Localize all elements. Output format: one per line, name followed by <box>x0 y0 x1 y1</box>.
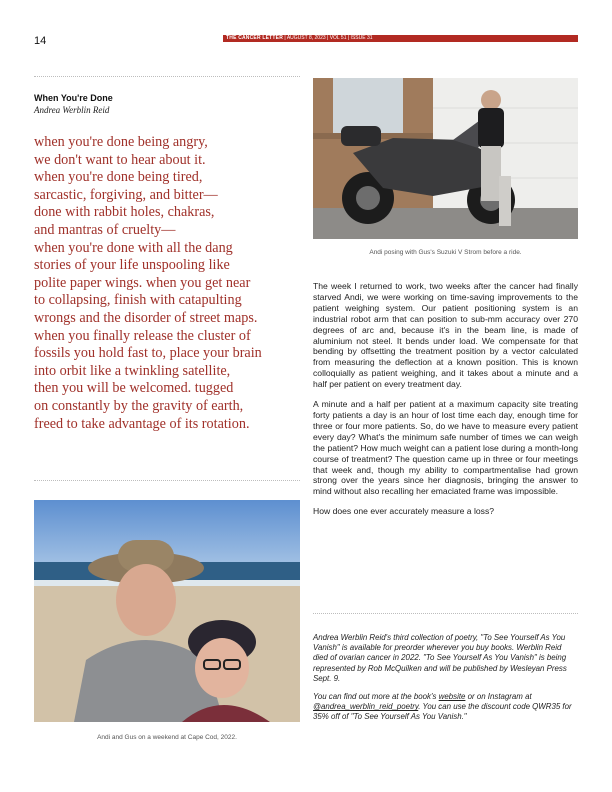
divider <box>34 76 300 77</box>
divider <box>34 480 300 481</box>
article-paragraph: How does one ever accurately measure a loss? <box>313 506 495 517</box>
bio-text: . You can use the discount code QWR35 for 35% off of "To See Yourself As You Vanish." <box>313 702 572 722</box>
poem-line: then you will be welcomed. tugged <box>34 380 234 397</box>
poem-body <box>34 134 304 433</box>
article-paragraph: The week I returned to work, two weeks after the cancer had finally starved Andi, we were working on time-saving improvements to the patient weighing system. Our patient positioning system is an industrial robot arm that can position to sub-mm accuracy over 270 degrees of arc and, because it's in the beam line, is made of aluminium not steel. It bends under load. We compensate for that bending by offsetting the treatment position by a vector calculated from measuring the deflection at a known position. This is known colloquially as patient weighing, and it takes about a minute and a half per patient on every treatment day. <box>313 281 578 390</box>
poem-line: we don't want to hear about it. <box>34 151 206 168</box>
poem-title: When You're Done <box>34 93 113 103</box>
publication-header-bar <box>223 35 578 42</box>
poem-line: freed to take advantage of its rotation. <box>34 415 250 432</box>
poem-line: polite paper wings. when you get near <box>34 274 251 291</box>
poem-line: sarcastic, forgiving, and bitter— <box>34 186 218 203</box>
poem-line: to collapsing, finish with catapulting <box>34 292 242 309</box>
beach-photo <box>34 500 300 722</box>
article-body <box>313 281 578 526</box>
issue-info: | AUGUST 8, 2023 | VOL 51 | ISSUE 31 <box>283 35 373 41</box>
poem-line: done with rabbit holes, chakras, <box>34 204 215 221</box>
motorcycle-photo <box>313 78 578 239</box>
poem-line: stories of your life unspooling like <box>34 257 230 274</box>
poem-line: when you're done with all the dang <box>34 239 233 256</box>
instagram-link[interactable]: @andrea_werblin_reid_poetry <box>313 702 419 712</box>
article-paragraph: A minute and a half per patient at a maximum capacity site treating forty patients a day is an hour of lost time each day, enough time for three or four more patients. So, do we have to measure every patient every day? What's the minimum safe number of times we can weigh the patient? How much weight can a patient lose during a month-long course of treatment? The question came up in three or four meetings that week and, though my ability to compartmentalise had grown strong over the years since her diagnosis, bringing the answer to mind without also recalling her emaciated frame was impossible. <box>313 399 578 497</box>
bio-links-paragraph <box>313 692 578 723</box>
poem-line: when you're done being tired, <box>34 169 203 186</box>
page-number: 14 <box>34 35 47 47</box>
publication-name: THE CANCER LETTER <box>226 35 284 41</box>
website-link[interactable]: website <box>438 692 466 702</box>
poem-line: and mantras of cruelty— <box>34 221 176 238</box>
bio-text: or on Instagram at <box>465 692 532 702</box>
bio-text: You can find out more at the book's <box>313 692 439 702</box>
poem-line: fossils you hold fast to, place your brain <box>34 345 262 362</box>
poem-line: wrongs and the disorder of street maps. <box>34 309 258 326</box>
author-bio <box>313 633 578 731</box>
bio-paragraph: Andrea Werblin Reid's third collection of poetry, "To See Yourself As You Vanish" is available for preorder wherever you buy books. Werblin Reid died of ovarian cancer in 2022. "To See Yourself As You Vanish" is being represented by Rob McQuilken and will be published by Wesleyan Press Sept. 9. <box>313 633 567 683</box>
poem-line: on constantly by the gravity of earth, <box>34 397 244 414</box>
poem-line: when you're done being angry, <box>34 134 208 150</box>
motorcycle-photo-caption: Andi posing with Gus's Suzuki V Strom before a ride. <box>369 249 522 256</box>
divider <box>313 613 578 614</box>
poem-line: when you finally release the cluster of <box>34 327 251 344</box>
beach-photo-caption: Andi and Gus on a weekend at Cape Cod, 2022. <box>97 734 237 741</box>
poem-line: into orbit like a twinkling satellite, <box>34 362 231 379</box>
poem-author: Andrea Werblin Reid <box>34 105 110 115</box>
